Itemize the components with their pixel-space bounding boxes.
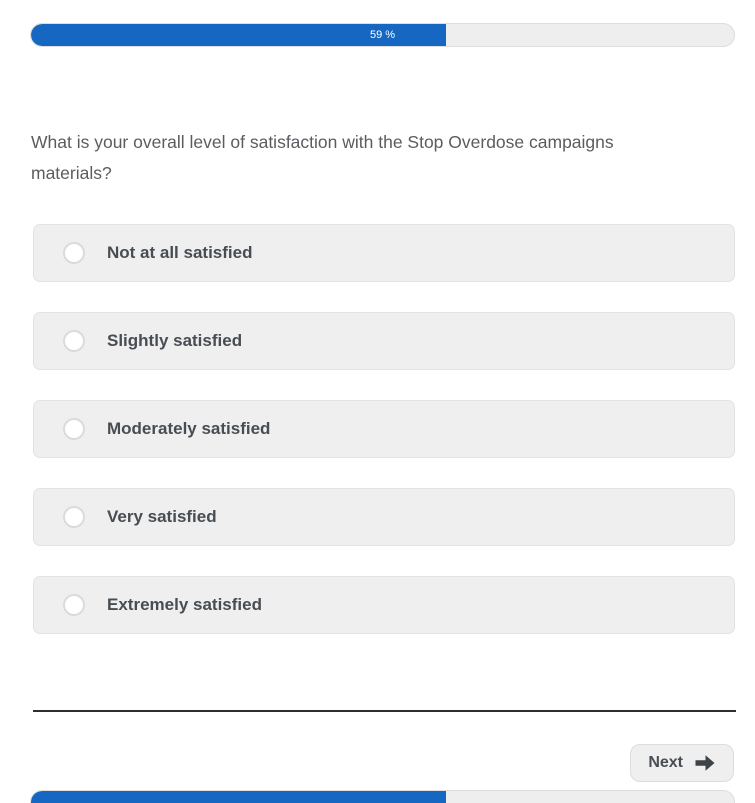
option-extremely-satisfied[interactable] bbox=[33, 576, 735, 634]
option-label: Slightly satisfied bbox=[107, 331, 243, 350]
option-label: Very satisfied bbox=[107, 507, 217, 526]
radio-unchecked-icon[interactable] bbox=[63, 242, 85, 264]
next-button-label: Next bbox=[648, 754, 683, 771]
progress-bar bbox=[30, 23, 735, 47]
option-very-satisfied[interactable] bbox=[33, 488, 735, 546]
bottom-progress-bar bbox=[30, 790, 735, 803]
options-list bbox=[33, 224, 735, 664]
question-text: What is your overall level of satisfaction with the Stop Overdose campaigns materials? bbox=[31, 132, 614, 183]
progress-percent-label: 59 % bbox=[369, 29, 396, 41]
option-label: Moderately satisfied bbox=[107, 419, 271, 438]
option-moderately-satisfied[interactable] bbox=[33, 400, 735, 458]
arrow-right-icon bbox=[694, 753, 716, 773]
option-slightly-satisfied[interactable] bbox=[33, 312, 735, 370]
radio-unchecked-icon[interactable] bbox=[63, 594, 85, 616]
next-button[interactable] bbox=[630, 744, 734, 782]
option-label: Extremely satisfied bbox=[107, 595, 262, 614]
radio-unchecked-icon[interactable] bbox=[63, 330, 85, 352]
option-label: Not at all satisfied bbox=[107, 243, 253, 262]
option-not-at-all-satisfied[interactable] bbox=[33, 224, 735, 282]
bottom-progress-bar-fill bbox=[31, 791, 446, 803]
radio-unchecked-icon[interactable] bbox=[63, 506, 85, 528]
radio-unchecked-icon[interactable] bbox=[63, 418, 85, 440]
footer-divider bbox=[33, 710, 736, 712]
